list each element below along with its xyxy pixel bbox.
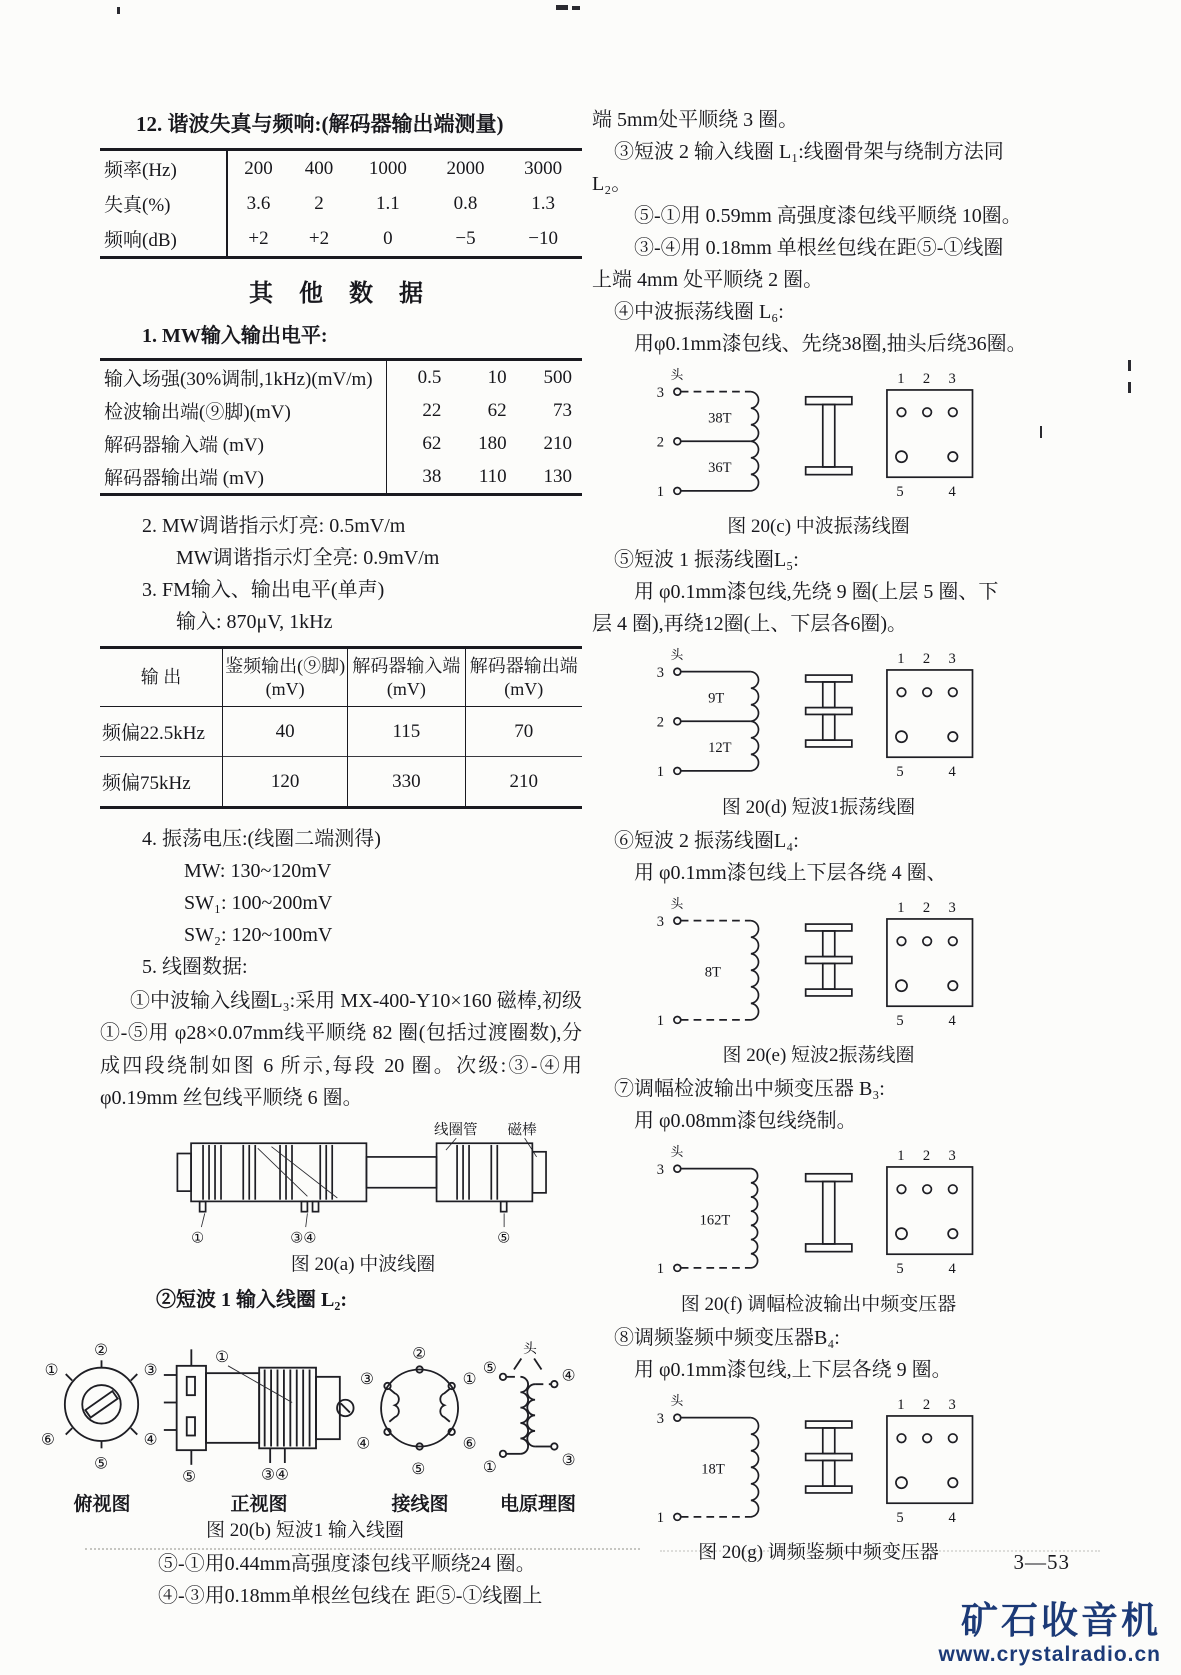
pin-label: ⑤ (94, 1455, 109, 1473)
value-cell: −5 (455, 227, 476, 249)
terminal-label: 1 (656, 764, 665, 781)
item-4-heading: 4. 振荡电压:(线圈二端测得) (142, 828, 381, 850)
value-cell: 0.5 (417, 366, 442, 388)
page-number: 3—53 (1013, 1550, 1070, 1574)
tail-line: ④-③用0.18mm单根丝包线在 距⑤-①线圈上 (158, 1585, 543, 1608)
row-label: 检波输出端(⑨脚)(mV) (100, 394, 386, 427)
head-label: 头 (670, 1393, 684, 1408)
base-pin-label: 4 (948, 764, 956, 781)
pin-label: ① (44, 1361, 59, 1379)
scan-artifact (117, 7, 120, 14)
row-label: 频偏22.5kHz (100, 707, 223, 757)
terminal-label: 3 (656, 1410, 665, 1427)
column-header: 输 出 (100, 648, 223, 707)
column-header: 解码器输入端 (mV) (348, 648, 465, 707)
pin-label: ④ (143, 1431, 158, 1449)
figure-caption: 图 20(b) 短波1 输入线圈 (206, 1520, 404, 1542)
fm-level-table (100, 646, 582, 809)
schematic-drawing (483, 1340, 576, 1476)
item-2-line: MW调谐指示灯全亮: 0.9mV/m (176, 547, 440, 569)
base-pin-label: 5 (896, 1261, 904, 1278)
table-row (100, 186, 582, 221)
base-pin-label: 2 (922, 1396, 931, 1413)
head-label: 头 (523, 1340, 537, 1356)
row-label: 频偏75kHz (100, 757, 223, 808)
coil-winding-diagram (626, 895, 1011, 1040)
base-icon (887, 1416, 973, 1503)
table-row (100, 757, 582, 808)
value-cell: 3000 (524, 157, 563, 179)
item-4-line: SW₂: 120~100mV (184, 924, 333, 946)
base-pin-label: 3 (948, 371, 956, 388)
scan-artifact (1128, 382, 1131, 393)
item-2-line: 2. MW调谐指示灯亮: 0.5mV/m (142, 515, 406, 537)
tail-line: ⑤-①用0.44mm高强度漆包线平顺绕24 圈。 (158, 1553, 536, 1576)
column-header: 解码器输出端 (mV) (465, 648, 582, 707)
value-cell: +2 (248, 227, 269, 249)
base-pin-label: 4 (948, 484, 956, 501)
top-view-drawing (41, 1342, 158, 1473)
value-cell: 0 (383, 227, 393, 249)
base-pin-label: 4 (948, 1261, 956, 1278)
turns-label: 36T (708, 460, 732, 477)
core-icon (806, 924, 852, 996)
coil-5-line: 用 φ0.1mm漆包线,先绕 9 圈(上层 5 圈、下 (634, 581, 999, 604)
base-pin-label: 1 (897, 1396, 905, 1413)
coil-4-heading: ④中波振荡线圈 L₆: (614, 301, 784, 323)
figure-20a (162, 1121, 582, 1276)
value-cell: 40 (223, 707, 348, 757)
terminal-label: 1 (656, 484, 665, 501)
pin-label: ⑤ (482, 1360, 497, 1378)
pin-label: ③④ (261, 1466, 289, 1484)
core-icon (806, 1174, 852, 1252)
scan-artifact (572, 6, 580, 10)
view-labels-row (30, 1489, 580, 1515)
figure-caption: 图 20(f) 调幅检波输出中频变压器 (680, 1293, 957, 1315)
base-pin-label: 4 (948, 1509, 956, 1526)
item-4-line: MW: 130~120mV (184, 860, 332, 882)
tube-label: 线圈管 (433, 1122, 478, 1139)
continuation-line: 端 5mm处平顺绕 3 圈。 (592, 109, 799, 131)
item-5-heading: 5. 线圈数据: (142, 956, 248, 978)
terminal-label: 1 (656, 1012, 665, 1029)
base-pin-label: 2 (922, 899, 931, 916)
coil-4-line: 用φ0.1mm漆包线、先绕38圈,抽头后绕36圈。 (634, 333, 1027, 355)
section-12-heading: 12. 谐波失真与频响:(解码器输出端测量) (136, 112, 504, 136)
terminal-label: 2 (656, 714, 665, 731)
item-3-line: 输入: 870μV, 1kHz (176, 611, 333, 633)
base-icon (887, 1167, 973, 1254)
other-data-title: 其 他 数 据 (249, 281, 433, 307)
turns-label: 18T (701, 1461, 725, 1478)
figure-20c (626, 366, 1018, 538)
value-cell: 70 (514, 720, 534, 742)
mw-level-table (100, 358, 582, 496)
coil-5-line: 层 4 圈),再绕12圈(上、下层各6圈)。 (592, 613, 907, 636)
value-cell: 1.3 (531, 192, 556, 214)
rod-label: 磁棒 (507, 1122, 537, 1139)
row-label: 频率(Hz) (100, 150, 227, 187)
value-cell: 500 (543, 366, 572, 388)
value-cell: 62 (487, 399, 507, 421)
value-cell: 10 (487, 366, 507, 388)
view-label: 正视图 (230, 1494, 288, 1516)
base-pin-label: 2 (922, 371, 931, 388)
value-cell: 200 (244, 157, 273, 179)
pin-label: ③ (143, 1361, 158, 1379)
mw-coil-drawing (162, 1121, 564, 1249)
head-label: 头 (670, 896, 684, 911)
value-cell: 330 (348, 757, 465, 808)
base-pin-label: 5 (896, 484, 904, 501)
terminal-label: 3 (656, 913, 665, 930)
view-label: 电原理图 (499, 1494, 577, 1516)
table-row (100, 427, 582, 460)
winding-symbol (674, 669, 759, 775)
coil-3-line: 上端 4mm 处平顺绕 2 圈。 (592, 269, 824, 291)
base-pin-label: 3 (948, 1148, 956, 1165)
head-label: 头 (670, 1145, 684, 1160)
table-row (100, 360, 582, 395)
value-cell: 210 (465, 757, 582, 808)
scan-artifact (556, 5, 568, 10)
figure-20b (30, 1320, 582, 1543)
base-pin-label: 5 (896, 1012, 904, 1029)
coil-6-line: 用 φ0.1mm漆包线上下层各绕 4 圈、 (634, 861, 947, 884)
right-column (592, 104, 1092, 1570)
tube-rod-labels (434, 1121, 537, 1157)
view-label: 接线图 (391, 1494, 449, 1516)
pin-label: ① (215, 1349, 230, 1367)
pin-label: ③ (561, 1451, 576, 1469)
coil-8-heading: ⑧调频鉴频中频变压器B₄: (614, 1326, 840, 1349)
value-cell: −10 (528, 227, 559, 249)
front-view-drawing (164, 1349, 354, 1485)
base-pin-label: 5 (896, 1509, 904, 1526)
pin-label: ⑥ (462, 1435, 477, 1453)
core-icon (806, 1421, 852, 1493)
table-row (100, 221, 582, 258)
figure-caption: 图 20(e) 短波2振荡线圈 (722, 1045, 915, 1067)
base-pin-label: 5 (896, 764, 904, 781)
base-pin-label: 3 (948, 1396, 956, 1413)
base-pin-label: 3 (948, 651, 956, 668)
row-label: 解码器输出端 (mV) (100, 460, 386, 495)
pin-label: ⑥ (41, 1431, 55, 1449)
table-row (100, 460, 582, 495)
base-icon (887, 670, 973, 757)
figure-20g (626, 1392, 1018, 1564)
coil-3-line: ③-④用 0.18mm 单根丝包线在距⑤-①线圈 (634, 237, 1004, 259)
row-label: 输入场强(30%调制,1kHz)(mV/m) (100, 360, 386, 395)
value-cell: 73 (553, 399, 572, 421)
figure-20d (626, 646, 1018, 818)
coil-7-heading: ⑦调幅检波输出中频变压器 B₃: (614, 1078, 885, 1101)
value-cell: 130 (543, 465, 572, 487)
terminal-label: 3 (656, 665, 665, 682)
value-cell: 1000 (368, 157, 407, 179)
base-pin-label: 1 (897, 899, 905, 916)
coil-winding-diagram (626, 646, 1011, 791)
pin-label: ② (94, 1341, 109, 1359)
watermark (939, 1600, 1161, 1667)
terminal-label: 1 (656, 1509, 665, 1526)
head-label: 头 (670, 367, 684, 382)
coil-winding-diagram (626, 1392, 1011, 1537)
pin-label: ① (191, 1230, 205, 1247)
value-cell: 0.8 (453, 192, 478, 214)
coil-winding-diagram (626, 1143, 1011, 1288)
value-cell: 115 (348, 707, 465, 757)
coil-5-heading: ⑤短波 1 振荡线圈L₅: (614, 549, 799, 572)
turns-label: 12T (708, 740, 732, 757)
item-1-heading: 1. MW输入输出电平: (142, 325, 328, 347)
coil-3-line: ⑤-①用 0.59mm 高强度漆包线平顺绕 10圈。 (634, 205, 1022, 227)
bobbin-drawing (177, 1143, 546, 1227)
row-label: 频响(dB) (100, 221, 227, 258)
figure-caption: 图 20(d) 短波1振荡线圈 (721, 796, 916, 818)
value-cell: +2 (308, 227, 330, 249)
terminal-label: 2 (656, 434, 665, 451)
column-header: 鉴频输出(⑨脚) (mV) (223, 648, 348, 707)
value-cell: 1.1 (375, 192, 400, 214)
terminal-label: 3 (656, 1162, 665, 1179)
coil-3-heading-cont: L₂。 (592, 173, 632, 195)
table-row (100, 394, 582, 427)
base-pin-label: 2 (922, 1148, 931, 1165)
pin-label: ③④ (290, 1230, 317, 1247)
distortion-frequency-table (100, 148, 582, 259)
base-pin-label: 1 (897, 371, 905, 388)
table-row (100, 707, 582, 757)
pin-label: ② (412, 1345, 427, 1363)
left-column (41, 108, 582, 1612)
value-cell: 3.6 (246, 192, 271, 214)
figure-caption: 图 20(g) 调频鉴频中频变压器 (698, 1542, 939, 1564)
pin-label: ③ (359, 1371, 374, 1389)
value-cell: 2000 (446, 157, 485, 179)
coil-3-heading: ③短波 2 输入线圈 L₁:线圈骨架与绕制方法同 (614, 141, 1004, 163)
row-label: 失真(%) (100, 186, 227, 221)
value-cell: 2 (314, 192, 324, 214)
value-cell: 180 (478, 432, 507, 454)
base-pin-label: 3 (948, 899, 956, 916)
base-pin-label: 2 (922, 651, 931, 668)
coil-winding-diagram (626, 366, 1011, 511)
item-3-line: 3. FM输入、输出电平(单声) (142, 579, 385, 601)
sw1-input-coil-views (30, 1320, 580, 1490)
base-icon (887, 919, 973, 1006)
figure-caption: 图 20(a) 中波线圈 (290, 1253, 436, 1275)
watermark-title: 矿石收音机 (961, 1600, 1161, 1642)
pin-label: ① (482, 1459, 497, 1477)
figure-20f (626, 1143, 1018, 1315)
base-pin-label: 4 (948, 1012, 956, 1029)
terminal-label: 3 (656, 384, 665, 401)
coil-1-paragraph: ①中波输入线圈L₃:采用 MX-400-Y10×160 磁棒,初级①-⑤用 φ28×0.07mm线平顺绕 82 圈(包括过渡圈数),分成四段绕制如图 6 所示,每段 20 圈。次级:③-④用φ0.19mm 丝包线平顺绕 6 圈。 (100, 990, 582, 1110)
coil-8-line: 用 φ0.1mm漆包线,上下层各绕 9 圈。 (634, 1358, 952, 1381)
base-icon (887, 390, 973, 477)
value-cell: 110 (478, 465, 507, 487)
winding-symbol (674, 388, 759, 494)
row-label: 解码器输入端 (mV) (100, 427, 386, 460)
pin-label: ① (462, 1371, 477, 1389)
view-label: 俯视图 (73, 1494, 131, 1516)
pin-label: ④ (356, 1435, 371, 1453)
pin-label: ⑤ (411, 1460, 426, 1478)
value-cell: 400 (304, 157, 334, 179)
coil-2-heading: ②短波 1 输入线圈 L₂: (156, 1288, 347, 1311)
wiring-view-drawing (356, 1345, 476, 1477)
coil-6-heading: ⑥短波 2 振荡线圈L₄: (614, 829, 799, 852)
scan-artifact (1128, 360, 1131, 371)
watermark-url: www.crystalradio.cn (938, 1643, 1161, 1666)
figure-caption: 图 20(c) 中波振荡线圈 (727, 516, 910, 538)
coil-7-line: 用 φ0.08mm漆包线绕制。 (634, 1110, 857, 1133)
table-row (100, 150, 582, 187)
figure-20e (626, 895, 1018, 1067)
value-cell: 210 (543, 432, 572, 454)
value-cell: 62 (422, 432, 442, 454)
pin-label: ④ (561, 1367, 576, 1385)
turns-label: 162T (699, 1212, 731, 1229)
base-pin-label: 1 (897, 651, 905, 668)
terminal-label: 1 (656, 1261, 665, 1278)
head-label: 头 (670, 648, 684, 663)
pin-label: ⑤ (497, 1230, 511, 1247)
core-icon (806, 397, 852, 475)
value-cell: 120 (223, 757, 348, 808)
turns-label: 8T (704, 964, 721, 981)
turns-label: 9T (708, 690, 725, 707)
table-header-row (100, 648, 582, 707)
base-pin-label: 1 (897, 1148, 905, 1165)
value-cell: 38 (422, 465, 442, 487)
core-icon (806, 676, 852, 748)
value-cell: 22 (422, 399, 442, 421)
pin-label: ⑤ (182, 1468, 197, 1486)
item-4-line: SW₁: 100~200mV (184, 892, 333, 914)
turns-label: 38T (708, 410, 732, 427)
